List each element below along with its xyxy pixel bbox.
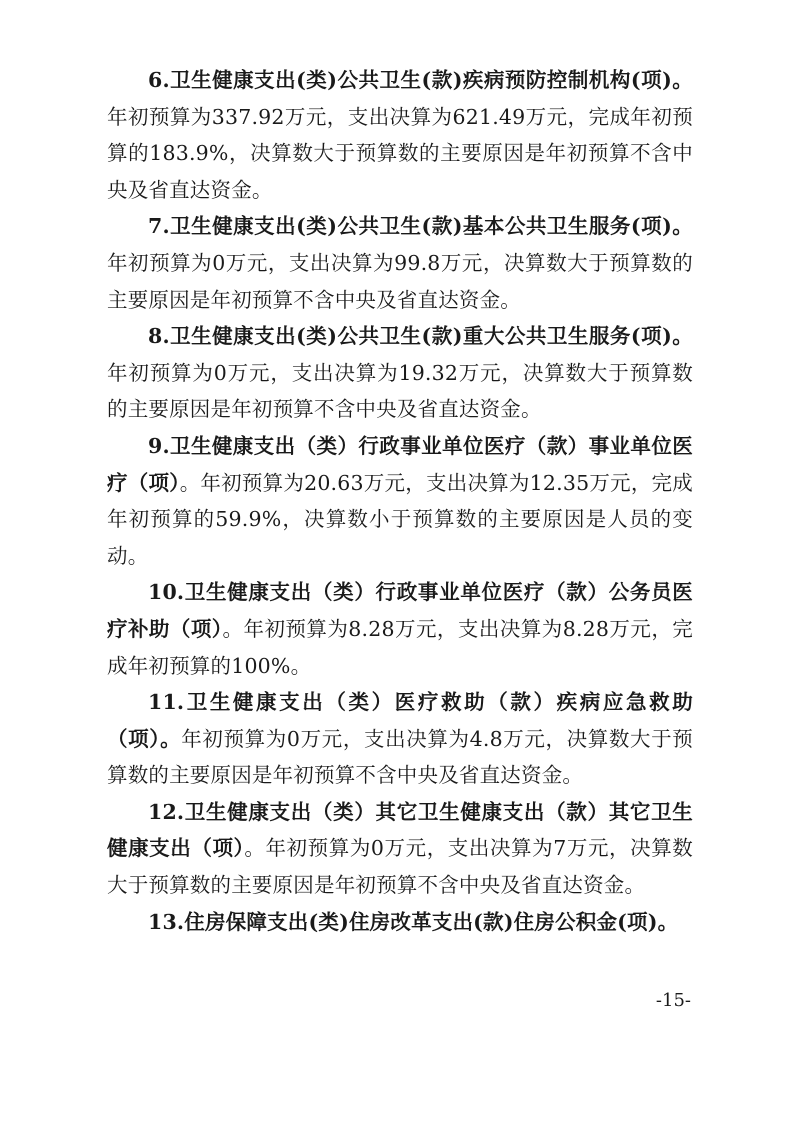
paragraph-item-13 xyxy=(107,904,693,941)
paragraph-heading: 13.住房保障支出(类)住房改革支出(款)住房公积金(项)。 xyxy=(148,909,679,934)
paragraph-text: 年初预算为0万元，支出决算为19.32万元，决算数大于预算数的主要原因是年初预算不含中央及省直达资金。 xyxy=(107,360,693,422)
paragraph-text: 年初预算为337.92万元，支出决算为621.49万元，完成年初预算的183.9%，决算数大于预算数的主要原因是年初预算不含中央及省直达资金。 xyxy=(107,104,693,202)
paragraph-heading: 9.卫生健康支出（类）行政事业单位医疗（款）事业单位医疗（项） xyxy=(107,433,693,495)
paragraph-item-9 xyxy=(107,428,693,574)
paragraph-item-11 xyxy=(107,684,693,794)
document-body xyxy=(107,62,693,940)
paragraph-text: 年初预算为0万元，支出决算为99.8万元，决算数大于预算数的主要原因是年初预算不含中央及省直达资金。 xyxy=(107,250,693,312)
paragraph-item-6 xyxy=(107,62,693,208)
paragraph-text: 年初预算为0万元，支出决算为4.8万元，决算数大于预算数的主要原因是年初预算不含中央及省直达资金。 xyxy=(107,726,694,788)
paragraph-text: 。年初预算为0万元，支出决算为7万元，决算数大于预算数的主要原因是年初预算不含中央及省直达资金。 xyxy=(107,836,694,898)
paragraph-item-10 xyxy=(107,574,693,684)
paragraph-heading: 6.卫生健康支出(类)公共卫生(款)疾病预防控制机构(项)。 xyxy=(148,68,693,92)
paragraph-heading: 7.卫生健康支出(类)公共卫生(款)基本公共卫生服务(项)。 xyxy=(148,214,693,239)
paragraph-heading: 12.卫生健康支出（类）其它卫生健康支出（款）其它卫生健康支出（项） xyxy=(107,799,693,861)
paragraph-text: 。年初预算为8.28万元，支出决算为8.28万元，完成年初预算的100%。 xyxy=(107,616,693,678)
paragraph-heading: 8.卫生健康支出(类)公共卫生(款)重大公共卫生服务(项)。 xyxy=(148,324,693,349)
paragraph-heading: 11.卫生健康支出（类）医疗救助（款）疾病应急救助（项）。 xyxy=(107,690,693,751)
paragraph-item-8 xyxy=(107,318,693,428)
page-number: -15- xyxy=(655,990,691,1011)
paragraph-item-7 xyxy=(107,208,693,318)
paragraph-item-12 xyxy=(107,794,693,904)
paragraph-text: 。年初预算为20.63万元，支出决算为12.35万元，完成年初预算的59.9%，决算数小于预算数的主要原因是人员的变动。 xyxy=(107,470,693,568)
paragraph-heading: 10.卫生健康支出（类）行政事业单位医疗（款）公务员医疗补助（项） xyxy=(107,580,693,641)
